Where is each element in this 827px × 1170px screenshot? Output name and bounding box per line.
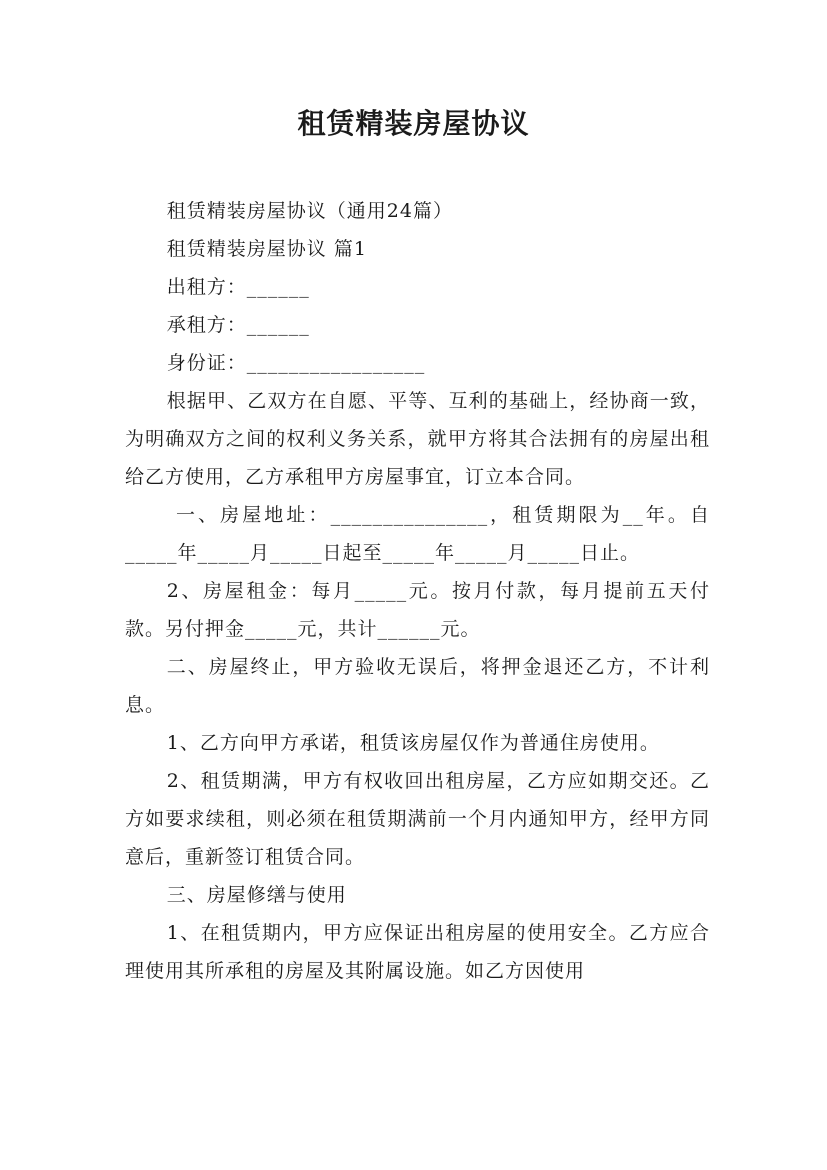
paragraph-preamble: 根据甲、乙双方在自愿、平等、互利的基础上，经协商一致，为明确双方之间的权利义务关系，就甲方将其合法拥有的房屋出租给乙方使用，乙方承租甲方房屋事宜，订立本合同。 [125, 390, 710, 488]
paragraph-clause-use: 1、乙方向甲方承诺，租赁该房屋仅作为普通住房使用。 [166, 732, 660, 754]
paragraph-lessor: 出租方：______ [166, 276, 310, 298]
paragraph-section-heading: 租赁精装房屋协议 篇1 [166, 238, 367, 260]
paragraph-address-term: 一、房屋地址：_______________，租赁期限为__年。自_____年_____月_____日起至_____年_____月_____日止。 [125, 504, 710, 564]
paragraph-id-card: 身份证：_________________ [166, 352, 426, 374]
paragraph-rent: 2、房屋租金：每月_____元。按月付款，每月提前五天付款。另付押金_____元，共计______元。 [125, 580, 710, 640]
document-body [125, 192, 710, 990]
paragraph-termination: 二、房屋终止，甲方验收无误后，将押金退还乙方，不计利息。 [125, 656, 710, 716]
paragraph-clause-expiry: 2、租赁期满，甲方有权收回出租房屋，乙方应如期交还。乙方如要求续租，则必须在租赁期满前一个月内通知甲方，经甲方同意后，重新签订租赁合同。 [125, 770, 710, 868]
paragraph-lessee: 承租方：______ [166, 314, 310, 336]
document-title: 租赁精装房屋协议 [297, 107, 530, 140]
paragraph-repair-clause: 1、在租赁期内，甲方应保证出租房屋的使用安全。乙方应合理使用其所承租的房屋及其附属设施。如乙方因使用 [125, 922, 710, 982]
paragraph-subtitle: 租赁精装房屋协议（通用24篇） [166, 200, 453, 222]
paragraph-repair-heading: 三、房屋修缮与使用 [166, 884, 347, 906]
